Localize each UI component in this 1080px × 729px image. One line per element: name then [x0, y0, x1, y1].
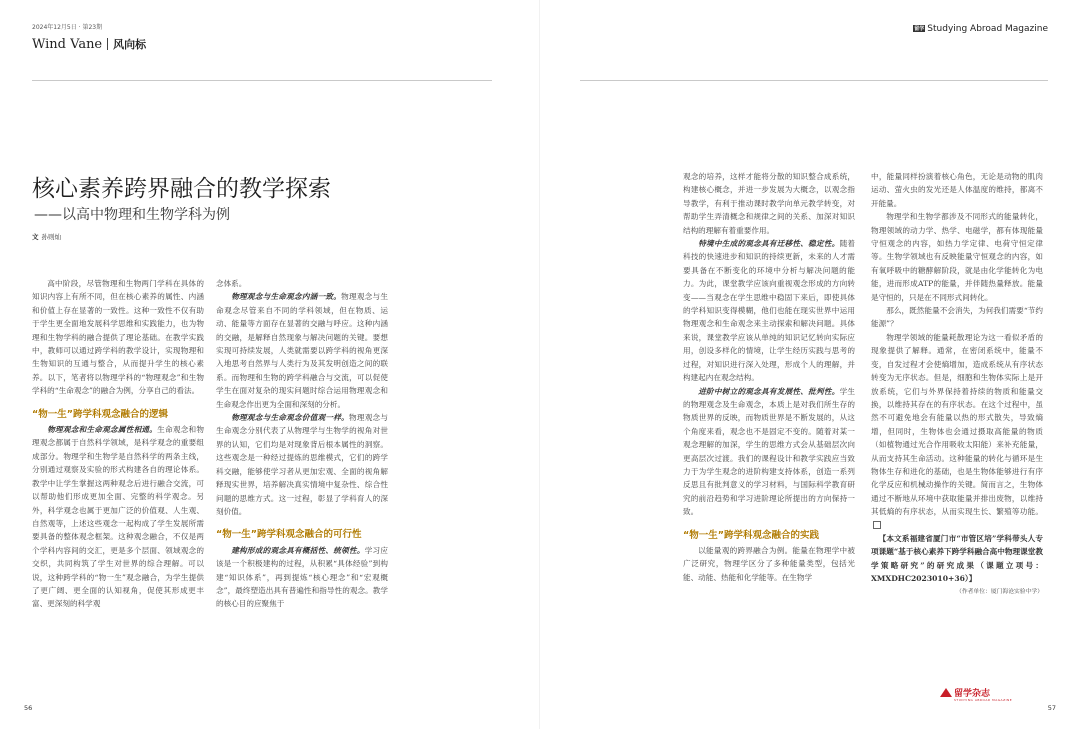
- brand-name: 留学: [954, 689, 973, 699]
- magazine-logo-icon: 留学: [914, 26, 925, 32]
- paragraph: [683, 237, 855, 384]
- paragraph: 物理学和生物学都涉及不同形式的能量转化，物理领域的动力学、热学、电磁学，都有体现能量守恒观念的内容，如热力学定律、电荷守恒定律等。生物学领域也有反映能量守恒观念的内容，如有氧呼吸中的糖酵解阶段，就是由化学能转化为电能，进而形成ATP的能量，并伴随热量释放。能量是守恒的，只是在不同形式间转化。: [871, 212, 1043, 302]
- paragraph-lead: 建构形成的观念具有概括性、统领性。: [231, 545, 365, 555]
- section-divider: [107, 38, 108, 50]
- brand-suffix: 杂志: [972, 689, 991, 699]
- paragraph-body: 随着科技的快速进步和知识的持续更新，未来的人才需要具备在不断变化的环境中分析与解决问题的能力。为此，课堂教学应该向重视观念形成的方向转变——当观念在学生思维中稳固下来后，即使具体的学科知识变得模糊，他们也能在现实世界中运用物理观念和生命观念来主动探索和解决问题。具体来说，课堂教学应该从单纯的知识记忆转向实际应用，创设多样化的情境，让学生经历实践与思考的过程，对知识进行深入处理，形成个人的理解，并构建起内在观念结构。: [683, 239, 856, 383]
- magazine-brand-logo: [940, 686, 1012, 702]
- paragraph-lead: 物理观念与生命观念内涵一致。: [231, 292, 342, 302]
- paragraph-body: 学生的物理观念及生命观念，本质上是对我们所生存的物质世界的反映，而物质世界是不断发展的，从这个角度来看，观念也不是固定不变的。随着对某一观念理解的加深，学生的思维方式会从基础层次向更高层次过渡。我们的课程设计和教学实践应当致力于为学生观念的进阶构建支持体系，创造一系列反思且有批判意义的学习材料，与国际科学教育研究的前沿趋势和学习进阶理论所提出的方向保持一致。: [683, 386, 856, 517]
- author-name: 孙则灿: [41, 233, 61, 241]
- magazine-name: Studying Abroad Magazine: [927, 24, 1048, 34]
- text-column-1: [32, 277, 204, 611]
- paragraph: [216, 544, 388, 611]
- paragraph-body: 学习应该是一个积极建构的过程，从积累“具体经验”到构建“知识体系”，再到提炼“核心理念”和“宏观概念”，最终塑造出具有普遍性和指导性的观念。教学的核心目的应聚焦于: [216, 545, 389, 609]
- paragraph-lead: 物理观念与生命观念价值观一样。: [231, 413, 349, 423]
- paragraph-body: 物理观念与生命观念分别代表了从物理学与生物学的视角对世界的认知，它们均是对现象背后根本属性的洞察。这些观念是一种经过提炼的思维模式，它们的跨学科交融，能够使学习者从更加宏观、全面的视角解释现实世界，培养解决真实情境中复杂性、综合性问题的思维方式。这一过程，彰显了学科育人的深刻价值。: [216, 413, 389, 516]
- section-header: [32, 36, 146, 52]
- paragraph-lead: 进阶中树立的观念具有发展性、批判性。: [698, 386, 840, 396]
- issue-date: 2024年12月5日 · 第23期: [32, 24, 103, 31]
- article-subtitle: ——以高中物理和生物学科为例: [34, 207, 230, 223]
- section-name-en: Wind Vane: [32, 37, 103, 52]
- page-number-right: 57: [1047, 704, 1056, 712]
- paragraph: 那么，既然能量不会消失，为何我们需要“节约能源”？: [871, 306, 1043, 329]
- paragraph-body: 物理学领域的能量耗散理论为这一看似矛盾的现象提供了解释。通常，在密闭系统中，能量不变，自发过程才会使熵增加，造成系统从有序状态转变为无序状态。但是，细胞和生物体实际上是开放系统，它们与外界保持着持续的物质和能量交换，以维持其存在的有序状态。在这个过程中，虽然不可避免地会有能量以热的形式散失，导致熵增，但同时，生物体也会通过摄取高能量的物质（如植物通过光合作用吸收太阳能）来补充能量，从而支持其生命活动。这种能量的转化与循环是生物体生存和进化的基础，也是生物体能够进行有序化学反应和机械动操作的关键。简而言之，生物体通过不断地从环境中获取能量并排出废物，以维持其低熵的有序状态，从而实现生长、繁殖等功能。: [871, 332, 1043, 517]
- header-rule: [32, 80, 492, 81]
- author-affiliation: （作者单位：厦门海沧实验中学）: [956, 588, 1043, 595]
- page-number-left: 56: [24, 704, 33, 712]
- paragraph: 中，能量同样扮演着核心角色，无论是动物的肌肉运动、萤火虫的发光还是人体温度的维持，都离不开能量。: [871, 172, 1043, 208]
- paragraph: [216, 411, 388, 518]
- paragraph-body: 生命观念和物理观念都属于自然科学领域，是科学观念的重要组成部分。物理学和生物学是自然科学的两条主线，分别通过观察及实验的形式构建各自的理论体系。教学中让学生掌握这两种观念后进行融合交流，可以帮助他们形成更加全面、完整的科学观念。另外，科学观念也属于更加广泛的价值观、人生观、自然观等，上述这些观念一起构成了学生发展所需要具备的整体观念框架。这种观念融合，不仅是两个学科内容间的交汇，更是多个层面、领域观念的交织，共同构筑了学生对世界的综合理解。可以说，这种跨学科的“物一生”观念融合，为学生提供了更广阔、更全面的认知视角，促使其形成更丰富、更深刻的科学观: [32, 425, 205, 609]
- paragraph: 高中阶段，尽管物理和生物两门学科在具体的知识内容上有所不同，但在核心素养的属性、内涵和价值上存在显著的一致性。这种一致性不仅有助于学生更全面地发展科学思维和实践能力，也为物理和生物学科的融合提供了理论基础。在教学实践中，教师可以通过跨学科的教学设计，实现物理和生物知识的互通与整合，从而提升学生的核心素养。以下，笔者将以物理学科的“物理观念”和生物学科的“生命观念”的融合为例，分享自己的看法。: [32, 279, 204, 396]
- paragraph: [871, 331, 1043, 532]
- paragraph: 念体系。: [216, 279, 247, 288]
- section-heading-feasibility: “物一生”跨学科观念融合的可行性: [216, 529, 362, 541]
- paragraph: [32, 423, 204, 611]
- brand-triangle-icon: [940, 688, 952, 697]
- funding-note: 【本文系福建省厦门市“市管区培”学科带头人专项课题“基于核心素养下跨学科融合高中物理课堂教学策略研究”的研究成果（课题立项号：XMXDHC2023010+36）】: [871, 533, 1043, 584]
- author-label: 文: [32, 233, 39, 241]
- text-column-3: [683, 170, 855, 584]
- end-of-article-icon: [873, 521, 881, 529]
- section-heading-practice: “物一生”跨学科观念融合的实践: [683, 529, 819, 541]
- paragraph: 观念的培养，这样才能将分散的知识整合成系统，构建核心概念，并进一步发展为大概念，以观念指导教学，有利于推动课时教学向单元教学转变，对帮助学生弄清概念和规律之间的关系、加深对知识结构的理解有着重要作用。: [683, 172, 855, 235]
- author-line: [32, 232, 61, 241]
- paragraph-lead: 物理观念和生命观念属性相通。: [47, 425, 158, 435]
- article-title: 核心素养跨界融合的教学探索: [32, 176, 331, 202]
- magazine-header: [913, 24, 1048, 34]
- section-name-cn: 风向标: [113, 38, 147, 51]
- paragraph: [216, 290, 388, 411]
- brand-english: STUDYING ABROAD MAGAZINE: [954, 698, 1013, 702]
- paragraph-lead: 特境中生成的观念具有迁移性、稳定性。: [698, 239, 840, 249]
- text-column-2: [216, 277, 388, 611]
- paragraph-body: 物理观念与生命观念尽管来自不同的学科领域，但在物质、运动、能量等方面存在显著的交融与呼应。这种内涵的交融，是解释自然现象与解决问题的关键。要想实现可持续发展，人类就需要以跨学科的视角更深入地思考自然界与人类行为及其发明创造之间的联系。而物理和生物的跨学科融合与交流，可以促使学生在面对复杂的现实问题时综合运用物理观念和生命观念作出更为全面和深刻的分析。: [216, 292, 389, 409]
- paragraph: 以能量观的跨界融合为例。能量在物理学中被广泛研究，物理学区分了多种能量类型，包括光能、动能、热能和化学能等。在生物学: [683, 545, 855, 582]
- text-column-4: [871, 170, 1043, 597]
- section-heading-logic: “物一生”跨学科观念融合的逻辑: [32, 408, 168, 420]
- paragraph: [683, 385, 855, 519]
- header-rule: [580, 80, 1048, 81]
